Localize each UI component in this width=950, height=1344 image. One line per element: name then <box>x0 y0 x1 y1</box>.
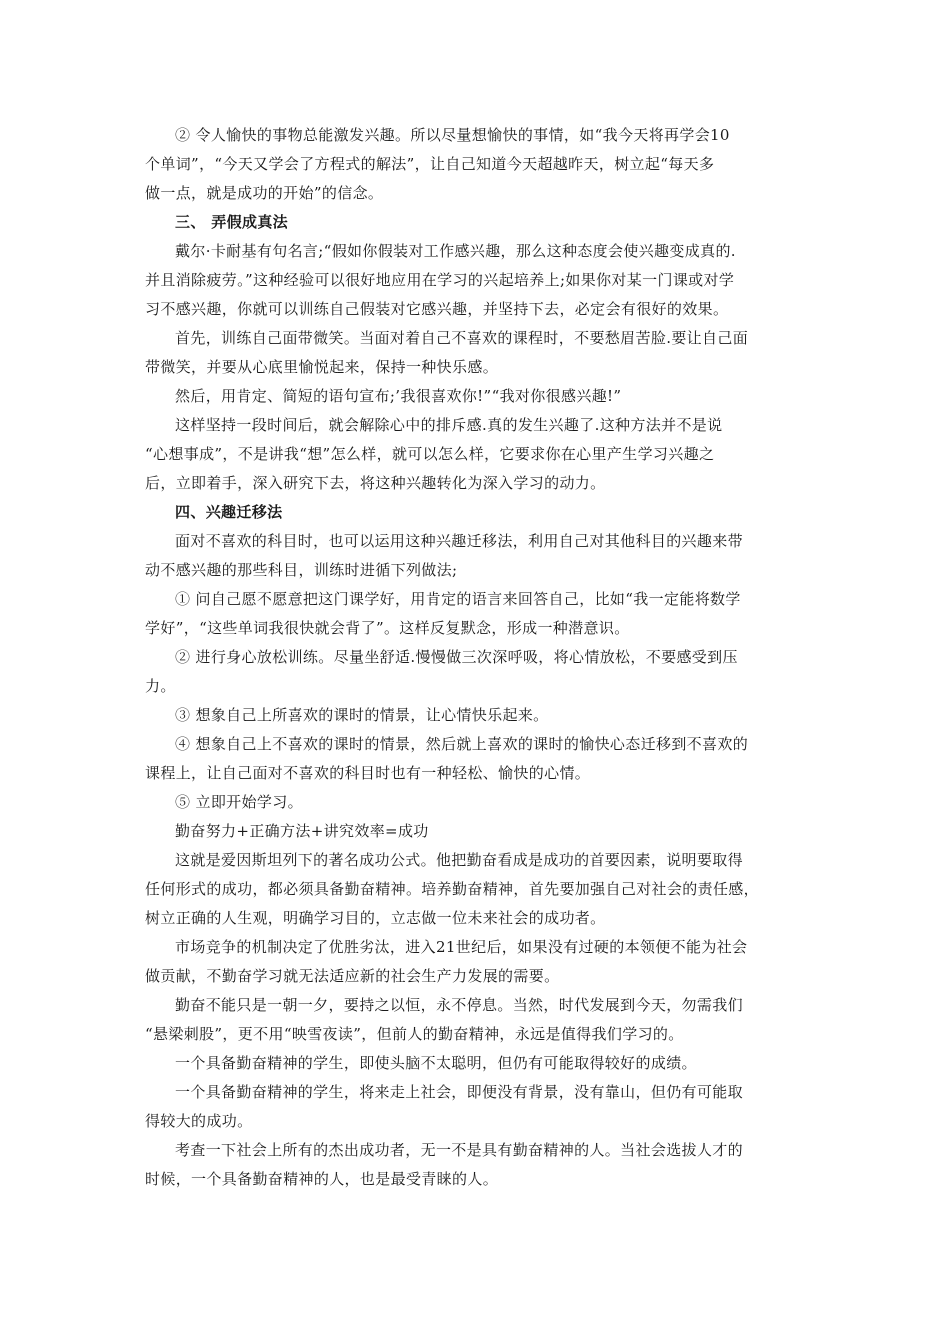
text-line: ② 进行身心放松训练。尽量坐舒适.慢慢做三次深呼吸，将心情放松，不要感受到压 <box>175 648 738 666</box>
text-line: 力。 <box>145 677 176 695</box>
text-line: 课程上，让自己面对不喜欢的科目时也有一种轻松、愉快的心情。 <box>145 764 591 782</box>
text-line: ⑤ 立即开始学习。 <box>175 793 303 811</box>
text-line: 树立正确的人生观，明确学习目的，立志做一位未来社会的成功者。 <box>145 909 606 927</box>
text-line: 做贡献，不勤奋学习就无法适应新的社会生产力发展的需要。 <box>145 967 560 985</box>
text-line: 做一点，就是成功的开始”的信念。 <box>145 184 384 202</box>
text-line: “悬梁刺股”，更不用“映雪夜读”，但前人的勤奋精神，永远是值得我们学习的。 <box>145 1025 684 1043</box>
text-line: “心想事成”，不是讲我“想”怎么样，就可以怎么样，它要求你在心里产生学习兴趣之 <box>145 445 715 463</box>
text-line: 面对不喜欢的科目时，也可以运用这种兴趣迁移法，利用自己对其他科目的兴趣来带 <box>175 532 743 550</box>
document-page <box>145 121 810 1194</box>
text-line: 考查一下社会上所有的杰出成功者，无一不是具有勤奋精神的人。当社会选拔人才的 <box>175 1141 743 1159</box>
text-line: 并且消除疲劳。”这种经验可以很好地应用在学习的兴起培养上;如果你对某一门课或对学 <box>145 271 735 289</box>
text-line: 勤奋不能只是一朝一夕，要持之以恒，永不停息。当然，时代发展到今天，勿需我们 <box>175 996 743 1014</box>
text-line: 戴尔·卡耐基有句名言;“假如你假装对工作感兴趣，那么这种态度会使兴趣变成真的. <box>175 242 736 260</box>
text-line: 后，立即着手，深入研究下去，将这种兴趣转化为深入学习的动力。 <box>145 474 606 492</box>
text-line: 动不感兴趣的那些科目，训练时进循下列做法; <box>145 561 458 579</box>
text-line: 习不感兴趣，你就可以训练自己假装对它感兴趣，并坚持下去，必定会有很好的效果。 <box>145 300 729 318</box>
text-line: ① 问自己愿不愿意把这门课学好，用肯定的语言来回答自己，比如“我一定能将数学 <box>175 590 741 608</box>
section-heading: 三、 弄假成真法 <box>175 213 289 231</box>
text-line: 这样坚持一段时间后，就会解除心中的排斥感.真的发生兴趣了.这种方法并不是说 <box>175 416 723 434</box>
text-line: 一个具备勤奋精神的学生，将来走上社会，即便没有背景，没有靠山，但仍有可能取 <box>175 1083 743 1101</box>
text-line: 然后，用肯定、简短的语句宣布;’我很喜欢你!”“我对你很感兴趣!” <box>175 387 622 405</box>
text-line: 学好”，“这些单词我很快就会背了”。这样反复默念，形成一种潜意识。 <box>145 619 630 637</box>
text-line: 得较大的成功。 <box>145 1112 253 1130</box>
section-heading: 四、兴趣迁移法 <box>175 503 283 521</box>
text-line: ④ 想象自己上不喜欢的课时的情景，然后就上喜欢的课时的愉快心态迁移到不喜欢的 <box>175 735 749 753</box>
text-line: ③ 想象自己上所喜欢的课时的情景，让心情快乐起来。 <box>175 706 549 724</box>
text-line: ② 令人愉快的事物总能激发兴趣。所以尽量想愉快的事情，如“我今天将再学会10 <box>175 126 730 144</box>
formula-line: 勤奋努力+正确方法+讲究效率=成功 <box>175 822 429 840</box>
text-line: 这就是爱因斯坦列下的著名成功公式。他把勤奋看成是成功的首要因素，说明要取得 <box>175 851 743 869</box>
text-line: 首先，训练自己面带微笑。当面对着自己不喜欢的课程时，不要愁眉苦脸.要让自己面 <box>175 329 749 347</box>
text-line: 市场竞争的机制决定了优胜劣汰，进入21世纪后，如果没有过硬的本领便不能为社会 <box>175 938 748 956</box>
text-line: 带微笑，并要从心底里愉悦起来，保持一种快乐感。 <box>145 358 499 376</box>
text-line: 一个具备勤奋精神的学生，即使头脑不太聪明，但仍有可能取得较好的成绩。 <box>175 1054 697 1072</box>
text-line: 时候，一个具备勤奋精神的人，也是最受青睐的人。 <box>145 1170 499 1188</box>
text-line: 个单词”，“今天又学会了方程式的解法”，让自己知道今天超越昨天，树立起“每天多 <box>145 155 715 173</box>
text-line: 任何形式的成功，都必须具备勤奋精神。培养勤奋精神，首先要加强自己对社会的责任感， <box>145 880 760 898</box>
